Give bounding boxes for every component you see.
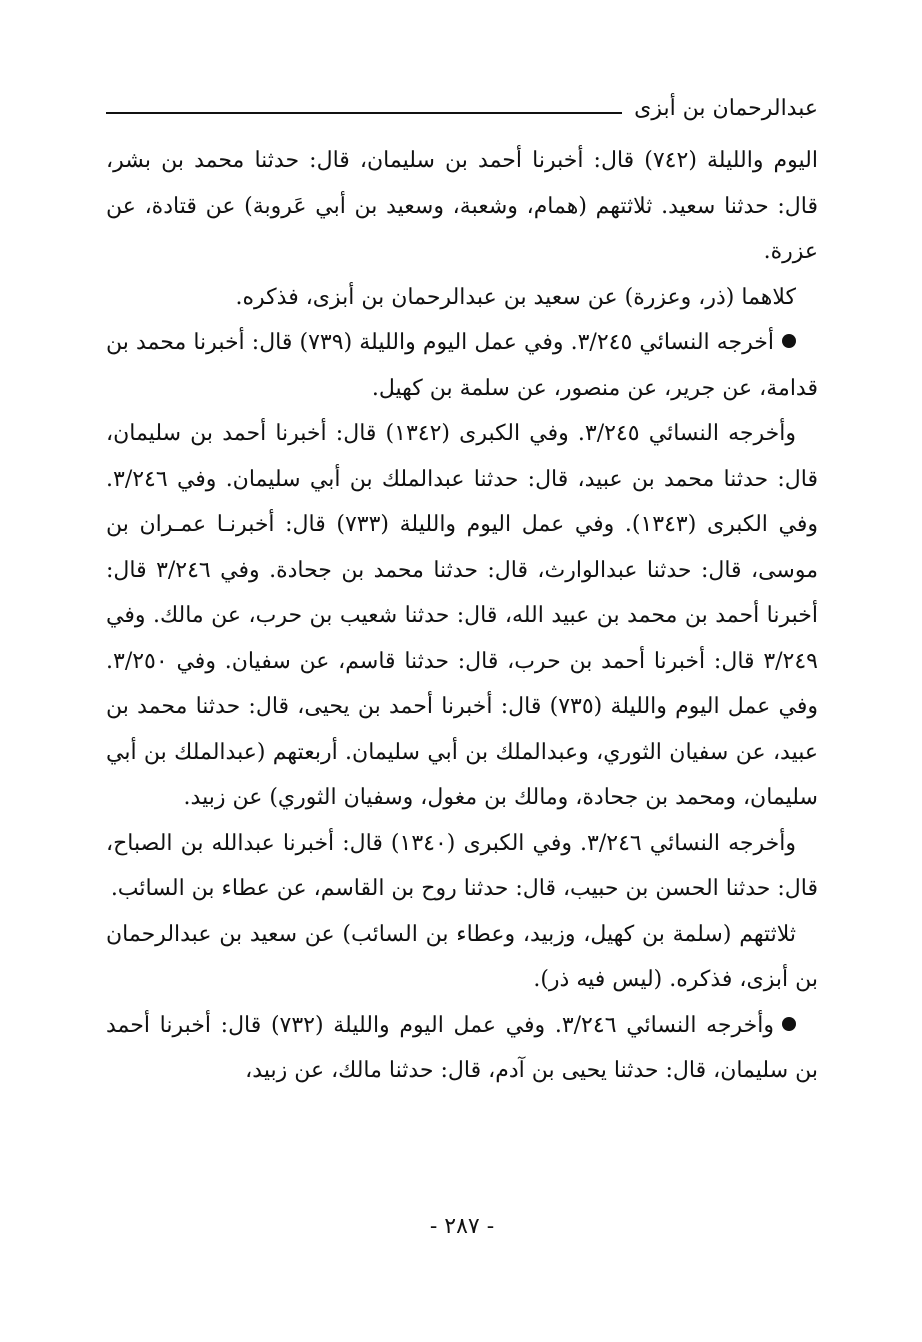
paragraph: كلاهما (ذر، وعزرة) عن سعيد بن عبدالرحمان بن أبزى، فذكره. — [235, 284, 796, 310]
body-text — [106, 138, 818, 1094]
paragraph: ثلاثتهم (سلمة بن كهيل، وزبيد، وعطاء بن السائب) عن سعيد بن عبدالرحمان بن أبزى، فذكره. (ليس فيه ذر). — [106, 921, 818, 992]
running-header-title: عبدالرحمان بن أبزى — [634, 96, 818, 121]
paragraph: اليوم والليلة (٧٤٢) قال: أخبرنا أحمد بن سليمان، قال: حدثنا محمد بن بشر، قال: حدثنا سعيد. ثلاثتهم (همام، وشعبة، وسعيد بن أبي عَروبة) عن قتادة، عن عزرة. — [106, 148, 818, 264]
book-page — [106, 0, 818, 1342]
paragraph-text: أخرجه النسائي ٣/٢٤٥. وفي عمل اليوم والليلة (٧٣٩) قال: أخبرنا محمد بن قدامة، عن جرير، عن منصور، عن سلمة بن كهيل. — [106, 330, 818, 401]
paragraph: وأخرجه النسائي ٣/٢٤٥. وفي الكبرى (١٣٤٢) قال: أخبرنا أحمد بن سليمان، قال: حدثنا محمد بن عبيد، قال: حدثنا عبدالملك بن أبي سليمان. وفي ٣/٢٤٦. وفي الكبرى (١٣٤٣). وفي عمل اليوم والليلة (٧٣٣) قال: أخبرنـا عمـران بن موسى، قال: حدثنا عبدالوارث، قال: حدثنا محمد بن جحادة. وفي ٣/٢٤٦ قال: أخبرنا أحمد بن محمد بن عبيد الله، قال: حدثنا شعيب بن حرب، عن مالك. وفي ٣/٢٤٩ قال: أخبرنا أحمد بن حرب، قال: حدثنا قاسم، عن سفيان. وفي ٣/٢٥٠. وفي عمل اليوم والليلة (٧٣٥) قال: أخبرنا أحمد بن يحيى، قال: حدثنا محمد بن عبيد، عن سفيان الثوري، وعبدالملك بن أبي سليمان. أربعتهم (عبدالملك بن أبي سليمان، ومحمد بن جحادة، ومالك بن مغول، وسفيان الثوري) عن زبيد. — [106, 421, 819, 810]
paragraph — [106, 1003, 818, 1094]
header-rule — [106, 112, 622, 114]
bullet-icon — [782, 1017, 796, 1031]
page-number: - ٢٨٧ - — [429, 1214, 495, 1239]
paragraph-text: وأخرجه النسائي ٣/٢٤٦. وفي عمل اليوم والليلة (٧٣٢) قال: أخبرنا أحمد بن سليمان، قال: حدثنا يحيى بن آدم، قال: حدثنا مالك، عن زبيد، — [106, 1012, 818, 1083]
bullet-icon — [782, 334, 796, 348]
paragraph — [106, 320, 818, 411]
paragraph: وأخرجه النسائي ٣/٢٤٦. وفي الكبرى (١٣٤٠) قال: أخبرنا عبدالله بن الصباح، قال: حدثنا الحسن بن حبيب، قال: حدثنا روح بن القاسم، عن عطاء بن السائب. — [106, 830, 818, 901]
running-header — [106, 88, 818, 122]
